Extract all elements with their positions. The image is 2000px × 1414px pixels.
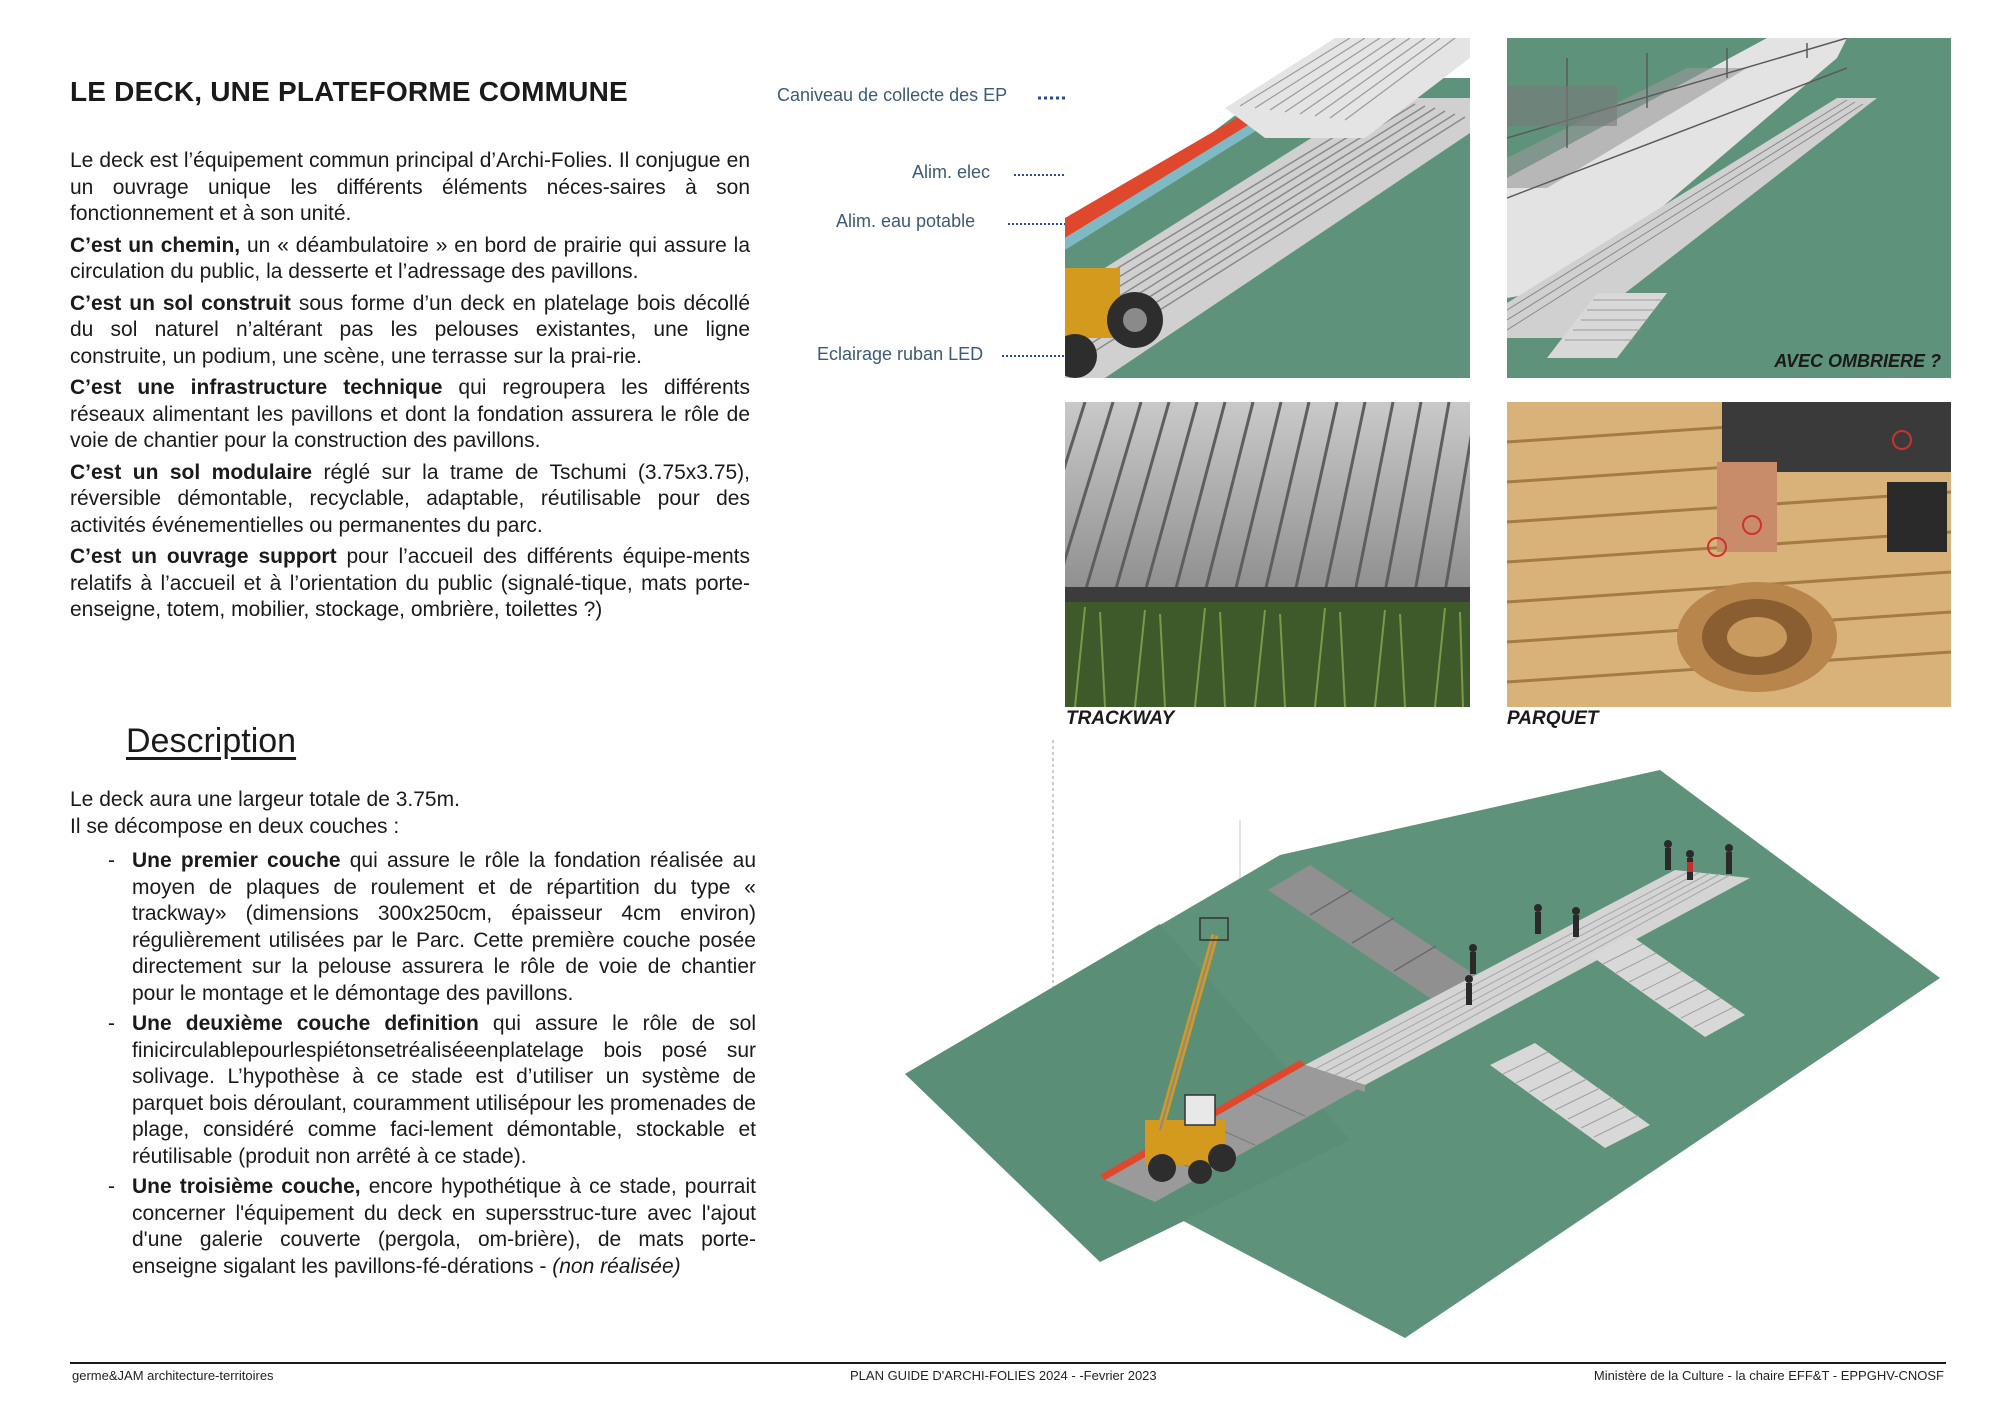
intro-paragraph — [70, 375, 750, 455]
intro-paragraph — [70, 233, 750, 286]
list-item — [70, 848, 756, 1007]
list-item — [70, 1174, 756, 1280]
layer-1-text: qui assure le rôle la fondation réalisée au moyen de plaques de roulement et de répartition du type « trackway» (dimensions 300x250cm, épaisseur 4cm environ) régulièrement utilisées par le Parc. Cette première couche posée directement sur la pelouse assurera le rôle de voie de chantier pour le montage et le démontage des pavillons. — [132, 849, 756, 1005]
annotation-elec: Alim. elec — [912, 162, 991, 182]
page-title: LE DECK, UNE PLATEFORME COMMUNE — [70, 76, 628, 107]
description-line-1: Le deck aura une largeur totale de 3.75m. — [70, 788, 460, 811]
intro-p2-rest: un « déambulatoire » en bord de prairie qui assure la circulation du public, la desserte et l’adressage des pavillons. — [70, 233, 751, 283]
caption-ombriere: AVEC OMBRIERE ? — [1774, 351, 1941, 371]
intro-p1: Le deck est l’équipement commun principal d’Archi-Folies. Il conjugue en un ouvrage unique les différents éléments néces-saires à son fonctionnement et à son unité. — [70, 149, 750, 225]
description-intro — [70, 787, 750, 840]
intro-p6-bold: C’est un ouvrage support — [70, 545, 337, 568]
intro-p4-rest: qui regroupera les différents réseaux alimentant les pavillons et dont la fondation assurera le rôle de voie de chantier pour la construction des pavillons. — [70, 376, 750, 452]
footer-left: germe&JAM architecture-territoires — [72, 1368, 274, 1383]
intro-p6-rest: pour l’accueil des différents équipe-ments relatifs à l’accueil et à l’orientation du public (signalé-tique, mats porte-enseigne, totem, mobilier, stockage, ombrière, toilettes ?) — [70, 545, 750, 621]
ombriere-image — [1507, 38, 1951, 378]
layer-3-title: Une troisième couche, — [132, 1175, 361, 1198]
intro-paragraph — [70, 291, 750, 371]
description-line-2: Il se décompose en deux couches : — [70, 814, 400, 838]
caption-parquet: PARQUET — [1507, 708, 1599, 729]
layer-3-text: encore hypothétique à ce stade, pourrait concerner l'équipement du deck en supersstruc-ture avec l'ajout d'une galerie couverte (pergola, om-brière), de mats porte-enseigne sigalant les pavillons-fé-dérations - — [132, 1175, 756, 1278]
intro-paragraph — [70, 148, 750, 228]
trackway-image — [1065, 402, 1470, 707]
footer-divider — [70, 1362, 1946, 1364]
intro-p3-rest: sous forme d’un deck en platelage bois décollé du sol naturel n’altérant pas les pelouses existantes, une ligne construite, un podium, une scène, une terrasse sur la prai-rie. — [70, 291, 750, 368]
intro-p3-bold: C’est un sol construit — [70, 291, 291, 315]
layer-3-italic: (non réalisée) — [552, 1254, 681, 1278]
intro-p4-bold: C’est une infrastructure technique — [70, 376, 443, 399]
description-heading: Description — [126, 722, 297, 760]
list-item — [70, 1011, 756, 1170]
layer-2-title: Une deuxième couche definition — [132, 1012, 479, 1035]
intro-paragraph — [70, 544, 750, 624]
caption-trackway: TRACKWAY — [1066, 708, 1175, 729]
intro-text — [70, 148, 750, 629]
annotation-caniveau: Caniveau de collecte des EP — [777, 85, 1008, 105]
intro-p5-rest: réglé sur la trame de Tschumi (3.75x3.75), réversible démontable, recyclable, adaptable, réutilisable pour des activités événementielles ou permanentes du parc. — [70, 460, 750, 537]
footer-right: Ministère de la Culture - la chaire EFF&T - EPPGHV-CNOSF — [1593, 1368, 1944, 1383]
parquet-image — [1507, 402, 1951, 707]
intro-paragraph — [70, 460, 750, 540]
footer-center: PLAN GUIDE D'ARCHI-FOLIES 2024 - -Fevrier 2023 — [850, 1368, 1157, 1383]
intro-p2-bold: C’est un chemin, — [70, 233, 241, 257]
layers-list — [70, 848, 756, 1284]
axonometric-deck-view — [900, 740, 1950, 1340]
annotation-eau: Alim. eau potable — [836, 211, 976, 231]
annotation-led: Eclairage ruban LED — [817, 344, 984, 364]
intro-p5-bold: C’est un sol modulaire — [70, 460, 313, 484]
layer-1-title: Une premier couche — [132, 849, 341, 872]
deck-detail-image — [1065, 38, 1470, 378]
layer-2-text: qui assure le rôle de sol finicirculablepourlespiétonsetréaliséeenplatelage bois posé sur solivage. L’hypothèse à ce stade est d’utiliser un système de parquet bois déroulant, couramment utilisépour les promenades de plage, considéré comme faci-lement démontable, stockable et réutilisable (produit non arrêté à ce stade). — [132, 1012, 756, 1168]
